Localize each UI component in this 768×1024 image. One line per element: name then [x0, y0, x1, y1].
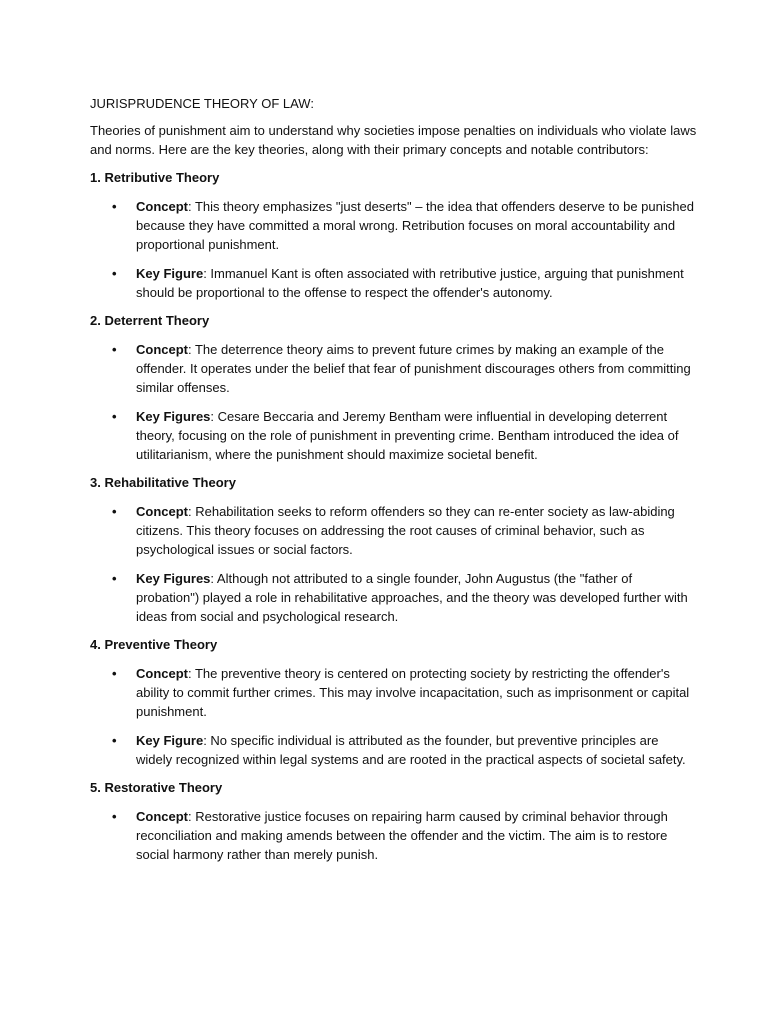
- section-heading: 4. Preventive Theory: [90, 637, 218, 652]
- term-label: Concept: [136, 666, 188, 681]
- bullet-icon: •: [112, 809, 117, 824]
- list-item: [90, 264, 698, 302]
- bullet-icon: •: [112, 342, 117, 357]
- bullet-icon: •: [112, 733, 117, 748]
- bullet-list: [90, 340, 698, 464]
- bullet-list: [90, 807, 698, 864]
- term-label: Key Figure: [136, 266, 204, 281]
- item-text: : Cesare Beccaria and Jeremy Bentham were influential in developing deterrent theory, focusing on the role of punishment in preventing crime. Bentham introduced the idea of utilitarianism, where the punishment should maximize societal benefit.: [136, 409, 679, 462]
- term-label: Concept: [136, 199, 188, 214]
- section-restorative: [90, 778, 698, 864]
- section-preventive: [90, 635, 698, 769]
- bullet-icon: •: [112, 666, 117, 681]
- list-item: [90, 807, 698, 864]
- term-label: Concept: [136, 504, 188, 519]
- item-text: : Although not attributed to a single founder, John Augustus (the "father of probation") played a role in rehabilitative approaches, and the theory was developed further with ideas from social and psychological research.: [136, 571, 688, 624]
- section-heading: 2. Deterrent Theory: [90, 313, 210, 328]
- term-label: Key Figures: [136, 409, 211, 424]
- section-rehabilitative: [90, 473, 698, 626]
- list-item: [90, 407, 698, 464]
- bullet-icon: •: [112, 571, 117, 586]
- section-heading: 3. Rehabilitative Theory: [90, 475, 236, 490]
- bullet-icon: •: [112, 266, 117, 281]
- bullet-icon: •: [112, 409, 117, 424]
- item-text: : The deterrence theory aims to prevent future crimes by making an example of the offender. It operates under the belief that fear of punishment discourages others from committing similar offenses.: [136, 342, 691, 395]
- item-text: : Rehabilitation seeks to reform offenders so they can re-enter society as law-abiding citizens. This theory focuses on addressing the root causes of criminal behavior, such as psychological issues or social factors.: [136, 504, 675, 557]
- term-label: Concept: [136, 342, 188, 357]
- list-item: [90, 197, 698, 254]
- term-label: Key Figure: [136, 733, 204, 748]
- list-item: [90, 340, 698, 397]
- bullet-list: [90, 197, 698, 302]
- section-deterrent: [90, 311, 698, 464]
- section-heading: 5. Restorative Theory: [90, 780, 223, 795]
- intro-paragraph: Theories of punishment aim to understand why societies impose penalties on individuals who violate laws and norms. Here are the key theories, along with their primary concepts and notable contributors:: [90, 123, 697, 157]
- bullet-icon: •: [112, 199, 117, 214]
- list-item: [90, 731, 698, 769]
- bullet-icon: •: [112, 504, 117, 519]
- item-text: : This theory emphasizes "just deserts" – the idea that offenders deserve to be punished because they have committed a moral wrong. Retribution focuses on moral accountability and proportional punishment.: [136, 199, 694, 252]
- list-item: [90, 569, 698, 626]
- item-text: : Immanuel Kant is often associated with retributive justice, arguing that punishment should be proportional to the offense to respect the offender's autonomy.: [136, 266, 684, 300]
- term-label: Key Figures: [136, 571, 211, 586]
- list-item: [90, 502, 698, 559]
- item-text: : The preventive theory is centered on protecting society by restricting the offender's ability to commit further crimes. This may involve incapacitation, such as imprisonment or capital punishment.: [136, 666, 690, 719]
- term-label: Concept: [136, 809, 188, 824]
- section-heading: 1. Retributive Theory: [90, 170, 220, 185]
- bullet-list: [90, 502, 698, 626]
- list-item: [90, 664, 698, 721]
- document-title: JURISPRUDENCE THEORY OF LAW:: [90, 96, 314, 111]
- section-retributive: [90, 168, 698, 302]
- item-text: : Restorative justice focuses on repairing harm caused by criminal behavior through reconciliation and making amends between the offender and the victim. The aim is to restore social harmony rather than merely punish.: [136, 809, 668, 862]
- bullet-list: [90, 664, 698, 769]
- item-text: : No specific individual is attributed as the founder, but preventive principles are widely recognized within legal systems and are rooted in the practical aspects of societal safety.: [136, 733, 686, 767]
